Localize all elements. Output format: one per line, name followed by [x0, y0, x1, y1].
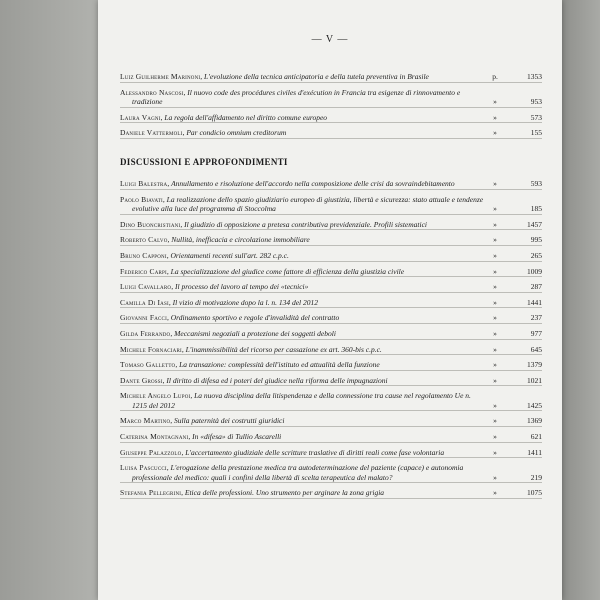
- entry-title: Il processo del lavoro al tempo dei «tecnici»: [174, 282, 309, 292]
- entry-page-number: 977: [530, 328, 542, 338]
- entry-title: La transazione: complessità dell'istituto ed attualità della funzione: [179, 360, 380, 370]
- entry-text: Luisa Pascucci, L'erogazione della prestazione medica tra autodeterminazione del paziente (capace) e autonomia professionale del medico: quali i confini della libertà di scelta terapeutica del malato?: [120, 463, 464, 482]
- entry-page-ref: [488, 376, 542, 386]
- background-left: [0, 0, 98, 600]
- entry-page-prefix: »: [493, 313, 497, 323]
- entry-page-prefix: »: [493, 472, 497, 482]
- entry-page-prefix: »: [493, 128, 497, 138]
- entry-page-prefix: »: [493, 297, 497, 307]
- entry-page-number: 1411: [527, 447, 542, 457]
- entry-author: Alessandro Nascosi: [120, 87, 184, 97]
- entry-author: Giovanni Facci: [120, 313, 167, 323]
- entry-page-prefix: »: [493, 282, 497, 292]
- entry-title: La specializzazione del giudice come fattore di efficienza della giustizia civile: [170, 266, 405, 276]
- entry-title: Par condicio omnium creditorum: [186, 128, 287, 138]
- toc-entry: [120, 360, 542, 371]
- entry-page-ref: [488, 204, 542, 214]
- entry-author: Paolo Biavati: [120, 194, 163, 204]
- entry-page-ref: [488, 448, 542, 458]
- page-folio: — V —: [311, 34, 349, 45]
- entry-page-number: 219: [530, 472, 542, 482]
- entry-page-prefix: p.: [492, 72, 498, 81]
- entry-page-number: 287: [530, 282, 542, 292]
- toc-entry: [120, 251, 542, 262]
- entry-page-prefix: »: [493, 375, 497, 385]
- toc-entry: [120, 463, 542, 483]
- entry-page-number: 237: [530, 313, 542, 323]
- entry-author: Luigi Cavallaro: [120, 282, 172, 292]
- entry-page-prefix: »: [493, 266, 497, 276]
- entry-title: La regola dell'affidamento nel diritto comune europeo: [164, 112, 328, 122]
- entry-author: Stefania Pellegrini: [120, 488, 182, 498]
- entry-author: Michele Angelo Lupoi: [120, 391, 191, 401]
- entry-author: Luiz Guilherme Marinoni: [120, 72, 201, 81]
- entry-page-number: 1457: [527, 219, 542, 229]
- entry-page-ref: [488, 416, 542, 426]
- entry-page-prefix: »: [493, 219, 497, 229]
- entry-page-number: 593: [530, 178, 542, 188]
- entry-author: Bruno Capponi: [120, 250, 167, 260]
- entry-page-number: 1379: [527, 360, 542, 370]
- entries-top-list: [120, 72, 542, 139]
- entry-page-ref: [488, 72, 542, 82]
- entries-list: [120, 179, 542, 499]
- entry-author: Luisa Pascucci: [120, 463, 167, 473]
- toc-entry: [120, 448, 542, 459]
- entry-page-prefix: »: [493, 328, 497, 338]
- toc-entry: [120, 195, 542, 215]
- entry-page-ref: [488, 282, 542, 292]
- toc-entry: [120, 220, 542, 231]
- entry-page-prefix: »: [493, 488, 497, 498]
- toc-entry: [120, 432, 542, 443]
- entry-author: Laura Vagni: [120, 112, 161, 122]
- entry-title: L'erogazione della prestazione medica tra autodeterminazione del paziente (capace) e autonomia professionale del medico: quali i confini della libertà di scelta terapeutica del malato?: [132, 463, 464, 482]
- entry-text: Michele Angelo Lupoi, La nuova disciplina della litispendenza e della connessione tra cause nel regolamento Ue n. 1215 del 2012: [120, 391, 471, 410]
- entry-text: Tomaso Galletto, La transazione: complessità dell'istituto ed attualità della funzione: [120, 360, 380, 370]
- entry-text: Michele Fornaciari, L'inammissibilità del ricorso per cassazione ex art. 360-bis c.p.c.: [120, 344, 382, 354]
- entry-page-prefix: »: [493, 235, 497, 245]
- entry-page-ref: [488, 313, 542, 323]
- entry-page-ref: [488, 432, 542, 442]
- entry-page-number: 995: [530, 235, 542, 245]
- entry-page-ref: [488, 267, 542, 277]
- toc-entry: [120, 391, 542, 411]
- entry-title: Il giudizio di opposizione a pretesa contributiva previdenziale. Profili sistematici: [184, 219, 427, 229]
- entry-page-prefix: »: [493, 97, 497, 107]
- entry-page-prefix: »: [493, 178, 497, 188]
- toc-entry: [120, 235, 542, 246]
- entry-page-prefix: »: [493, 416, 497, 426]
- entry-page-ref: [488, 220, 542, 230]
- entry-title: Il vizio di motivazione dopo la l. n. 134 del 2012: [172, 297, 318, 307]
- toc-entry: [120, 376, 542, 387]
- entry-page-prefix: »: [493, 432, 497, 442]
- toc-entry: [120, 72, 542, 83]
- toc-entry: [120, 416, 542, 427]
- entry-text: Luiz Guilherme Marinoni, L'evoluzione della tecnica anticipatoria e della tutela preventiva in Brasile: [120, 72, 429, 81]
- entry-title: In «difesa» di Tullio Ascarelli: [192, 432, 282, 442]
- entry-author: Tomaso Galletto: [120, 360, 176, 370]
- entry-page-prefix: »: [493, 112, 497, 122]
- toc-entry: [120, 488, 542, 499]
- toc-entry: [120, 298, 542, 309]
- entry-author: Caterina Montagnani: [120, 432, 189, 442]
- entry-page-number: 1021: [527, 375, 542, 385]
- entry-text: Laura Vagni, La regola dell'affidamento nel diritto comune europeo: [120, 112, 328, 122]
- entry-page-ref: [488, 401, 542, 411]
- entry-page-number: 1353: [527, 72, 542, 81]
- entry-page-number: 1441: [527, 297, 542, 307]
- entry-text: Daniele Vattermoli, Par condicio omnium creditorum: [120, 128, 287, 138]
- entry-title: Etica delle professioni. Uno strumento per arginare la zona grigia: [184, 488, 385, 498]
- entry-text: Dante Grossi, Il diritto di difesa ed i poteri del giudice nella riforma delle impugnazioni: [120, 375, 388, 385]
- entry-page-ref: [488, 128, 542, 138]
- entry-text: Camilla Di Iasi, Il vizio di motivazione dopo la l. n. 134 del 2012: [120, 297, 318, 307]
- entry-page-ref: [488, 329, 542, 339]
- entry-page-number: 1425: [527, 400, 542, 410]
- toc-entry: [120, 313, 542, 324]
- entry-page-prefix: »: [493, 204, 497, 214]
- entry-page-number: 1369: [527, 416, 542, 426]
- entry-page-number: 265: [530, 250, 542, 260]
- entry-text: Alessandro Nascosi, Il nuovo code des procédures civiles d'exécution in Francia tra esigenze di rinnovamento e tradizione: [120, 87, 461, 107]
- entry-text: Bruno Capponi, Orientamenti recenti sull'art. 282 c.p.c.: [120, 250, 289, 260]
- entry-text: Gilda Ferrando, Meccanismi negoziali a protezione dei soggetti deboli: [120, 328, 336, 338]
- entry-page-ref: [488, 113, 542, 123]
- book-page: [98, 0, 562, 600]
- entry-author: Giuseppe Palazzolo: [120, 447, 182, 457]
- entry-page-ref: [488, 298, 542, 308]
- entry-page-number: 185: [530, 204, 542, 214]
- entry-page-ref: [488, 179, 542, 189]
- entry-author: Gilda Ferrando: [120, 328, 171, 338]
- entry-page-number: 1009: [527, 266, 542, 276]
- section-heading: DISCUSSIONI E APPROFONDIMENTI: [120, 156, 288, 167]
- entry-text: Luigi Cavallaro, Il processo del lavoro al tempo dei «tecnici»: [120, 282, 309, 292]
- entry-title: L'inammissibilità del ricorso per cassazione ex art. 360-bis c.p.c.: [185, 344, 382, 354]
- entry-author: Luigi Balestra: [120, 178, 168, 188]
- entry-page-number: 1075: [527, 488, 542, 498]
- entry-page-ref: [488, 488, 542, 498]
- entry-title: Meccanismi negoziali a protezione dei soggetti deboli: [174, 328, 336, 338]
- entry-title: L'accertamento giudiziale delle scritture traslative di diritti reali come fase volontaria: [185, 447, 445, 457]
- entry-author: Daniele Vattermoli: [120, 128, 183, 138]
- entry-author: Federico Carpi: [120, 266, 167, 276]
- entry-page-prefix: »: [493, 447, 497, 457]
- toc-entry: [120, 329, 542, 340]
- toc-entry: [120, 88, 542, 108]
- entry-page-number: 645: [530, 344, 542, 354]
- entry-title: Il diritto di difesa ed i poteri del giudice nella riforma delle impugnazioni: [166, 375, 388, 385]
- entry-author: Marco Martino: [120, 416, 171, 426]
- entry-page-prefix: »: [493, 344, 497, 354]
- entry-author: Michele Fornaciari: [120, 344, 182, 354]
- entry-page-prefix: »: [493, 400, 497, 410]
- toc-entry: [120, 267, 542, 278]
- entry-text: Federico Carpi, La specializzazione del giudice come fattore di efficienza della giustizia civile: [120, 266, 405, 276]
- entry-page-number: 621: [530, 432, 542, 442]
- entry-page-ref: [488, 251, 542, 261]
- entry-text: Giovanni Facci, Ordinamento sportivo e regole d'invalidità del contratto: [120, 313, 340, 323]
- entry-text: Caterina Montagnani, In «difesa» di Tullio Ascarelli: [120, 432, 282, 442]
- entry-title: La nuova disciplina della litispendenza e della connessione tra cause nel regolamento Ue n. 1215 del 2012: [132, 391, 471, 410]
- entry-title: L'evoluzione della tecnica anticipatoria e della tutela preventiva in Brasile: [204, 72, 429, 81]
- entry-author: Dante Grossi: [120, 375, 163, 385]
- entry-page-ref: [488, 97, 542, 107]
- entry-page-ref: [488, 360, 542, 370]
- entry-page-number: 573: [530, 112, 542, 122]
- entry-title: Il nuovo code des procédures civiles d'exécution in Francia tra esigenze di rinnovamento e tradizione: [132, 87, 461, 107]
- toc-entry: [120, 345, 542, 356]
- entry-title: Annullamento e risoluzione dell'accordo nella composizione delle crisi da sovraindebitamento: [171, 178, 455, 188]
- entry-author: Dino Buoncristiani: [120, 219, 181, 229]
- entry-text: Luigi Balestra, Annullamento e risoluzione dell'accordo nella composizione delle crisi da sovraindebitamento: [120, 178, 455, 188]
- entry-text: Stefania Pellegrini, Etica delle professioni. Uno strumento per arginare la zona grigia: [120, 488, 385, 498]
- entry-title: Orientamenti recenti sull'art. 282 c.p.c.: [170, 250, 289, 260]
- entry-page-prefix: »: [493, 250, 497, 260]
- entry-page-number: 155: [530, 128, 542, 138]
- entry-page-ref: [488, 473, 542, 483]
- entry-page-ref: [488, 235, 542, 245]
- entry-text: Giuseppe Palazzolo, L'accertamento giudiziale delle scritture traslative di diritti reali come fase volontaria: [120, 447, 445, 457]
- toc-entry: [120, 282, 542, 293]
- entry-page-prefix: »: [493, 360, 497, 370]
- entry-title: Nullità, inefficacia e circolazione immobiliare: [171, 235, 310, 245]
- entry-author: Camilla Di Iasi: [120, 297, 169, 307]
- table-of-contents: [120, 72, 542, 504]
- entry-text: Roberto Calvo, Nullità, inefficacia e circolazione immobiliare: [120, 235, 310, 245]
- entry-title: La realizzazione dello spazio giudiziario europeo di giustizia, libertà e sicurezza: stato attuale e tendenze evolutive alla luce del programma di Stoccolma: [132, 194, 484, 214]
- toc-entry: [120, 179, 542, 190]
- entry-title: Sulla paternità dei costrutti giuridici: [174, 416, 285, 426]
- toc-entry: [120, 113, 542, 124]
- background-right: [562, 0, 600, 600]
- entry-text: Dino Buoncristiani, Il giudizio di opposizione a pretesa contributiva previdenziale. Profili sistematici: [120, 219, 427, 229]
- entry-title: Ordinamento sportivo e regole d'invalidità del contratto: [170, 313, 340, 323]
- toc-entry: [120, 128, 542, 139]
- entry-author: Roberto Calvo: [120, 235, 168, 245]
- entry-page-number: 953: [530, 97, 542, 107]
- entry-page-ref: [488, 345, 542, 355]
- entry-text: Marco Martino, Sulla paternità dei costrutti giuridici: [120, 416, 285, 426]
- entry-text: Paolo Biavati, La realizzazione dello spazio giudiziario europeo di giustizia, libertà e sicurezza: stato attuale e tendenze evolutive alla luce del programma di Stoccolma: [120, 194, 484, 214]
